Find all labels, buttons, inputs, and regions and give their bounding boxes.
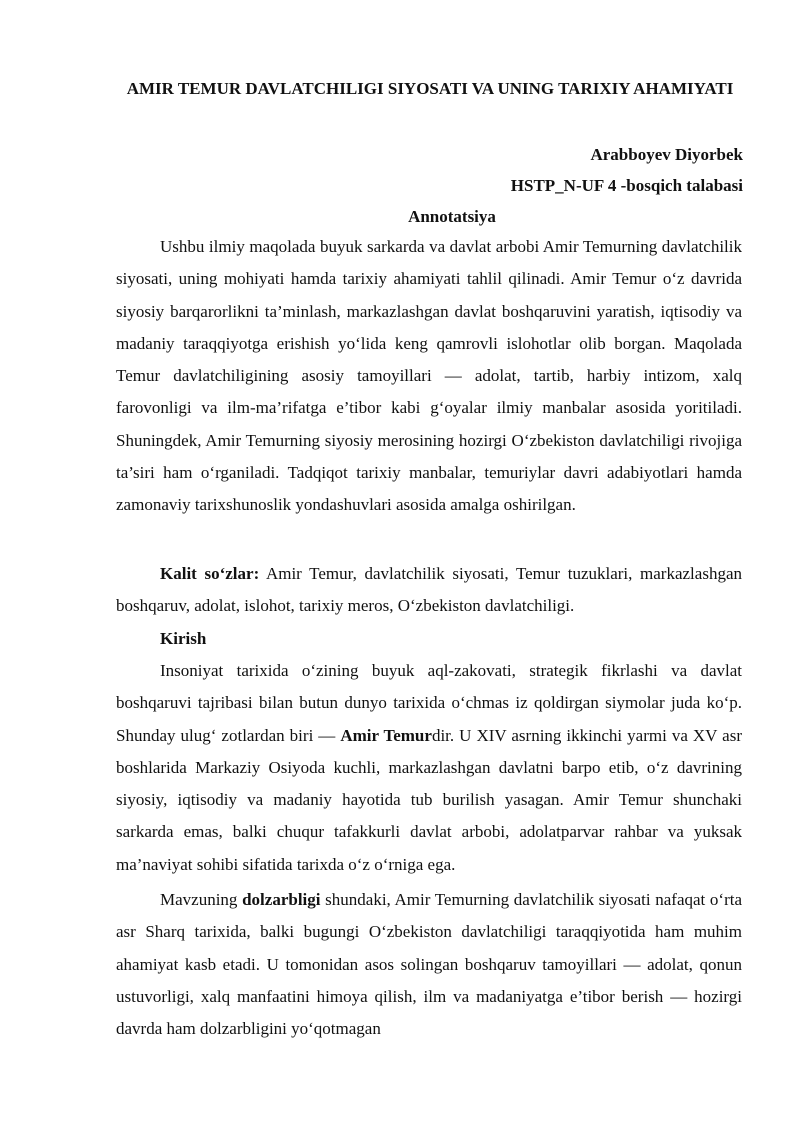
intro-heading: Kirish (160, 629, 207, 648)
intro-p1-bold: Amir Temur (340, 725, 432, 745)
keywords-paragraph (116, 558, 742, 623)
intro-p2-text-b: shundaki, Amir Temurning davlatchilik siyosati nafaqat o‘rta asr Sharq tarixida, balki bugungi O‘zbekiston davlatchiligi taraqqiyotida ham muhim ahamiyat kasb etadi. U tomonidan asos solingan boshqaruv tamoyillari — adolat, qonun ustuvorligi, xalq manfaatini himoya qilish, ilm va madaniyatga e’tibor berish — hozirgi davrda ham dolzarbligini yo‘qotmagan (116, 890, 742, 1039)
author-name: Arabboyev Diyorbek (590, 145, 743, 164)
document-title: AMIR TEMUR DAVLATCHILIGI SIYOSATI VA UNING TARIXIY AHAMIYATI (126, 79, 734, 98)
intro-p1-text-b: dir. U XIV asrning ikkinchi yarmi va XV asr boshlarida Markaziy Osiyoda kuchli, markazlashgan davlatni barpo etib, o‘z davrining siyosiy, iqtisodiy va madaniy hayotida tub burilish yasagan. Amir Temur shunchaki sarkarda emas, balki chuqur tafakkurli davlat arbobi, adolatparvar rahbar va yuksak ma’naviyat sohibi sifatida tarixda o‘z o‘rniga ega. (116, 725, 742, 874)
keywords-label: Kalit so‘zlar: (160, 564, 260, 583)
intro-paragraph-2 (116, 884, 742, 1045)
annotation-paragraph: Ushbu ilmiy maqolada buyuk sarkarda va davlat arbobi Amir Temurning davlatchilik siyosati, uning mohiyati hamda tarixiy ahamiyati tahlil qilinadi. Amir Temur o‘z davrida siyosiy barqarorlikni ta’minlash, markazlashgan davlat boshqaruvini yaratish, iqtisodiy va madaniy taraqqiyotga erishish yo‘lida keng qamrovli islohotlar olib borgan. Maqolada Temur davlatchiligining asosiy tamoyillari — adolat, tartib, harbiy intizom, xalq farovonligi va ilm-ma’rifatga e’tibor kabi g‘oyalar ilmiy manbalar asosida yoritiladi. Shuningdek, Amir Temurning siyosiy merosining hozirgi O‘zbekiston davlatchiligi rivojiga ta’siri ham o‘rganiladi. Tadqiqot tarixiy manbalar, temuriylar davri adabiyotlari hamda zamonaviy tarixshunoslik yondashuvlari asosida amalga oshirilgan. (116, 237, 742, 515)
author-affiliation: HSTP_N-UF 4 -bosqich talabasi (510, 176, 743, 195)
intro-paragraph-1 (116, 655, 742, 881)
intro-p2-text-a: Mavzuning (160, 890, 243, 909)
keywords-text: Amir Temur, davlatchilik siyosati, Temur tuzuklari, markazlashgan boshqaruv, adolat, islohot, tarixiy meros, O‘zbekiston davlatchiligi. (116, 564, 742, 616)
annotation-heading: Annotatsiya (408, 207, 496, 226)
intro-p1-text-a: Insoniyat tarixida o‘zining buyuk aql-zakovati, strategik fikrlashi va davlat boshqaruvi tajribasi bilan butun dunyo tarixida o‘chmas iz qoldirgan siymolar juda ko‘p. Shunday ulug‘ zotlardan biri — (116, 661, 742, 745)
intro-p2-bold: dolzarbligi (242, 890, 321, 909)
